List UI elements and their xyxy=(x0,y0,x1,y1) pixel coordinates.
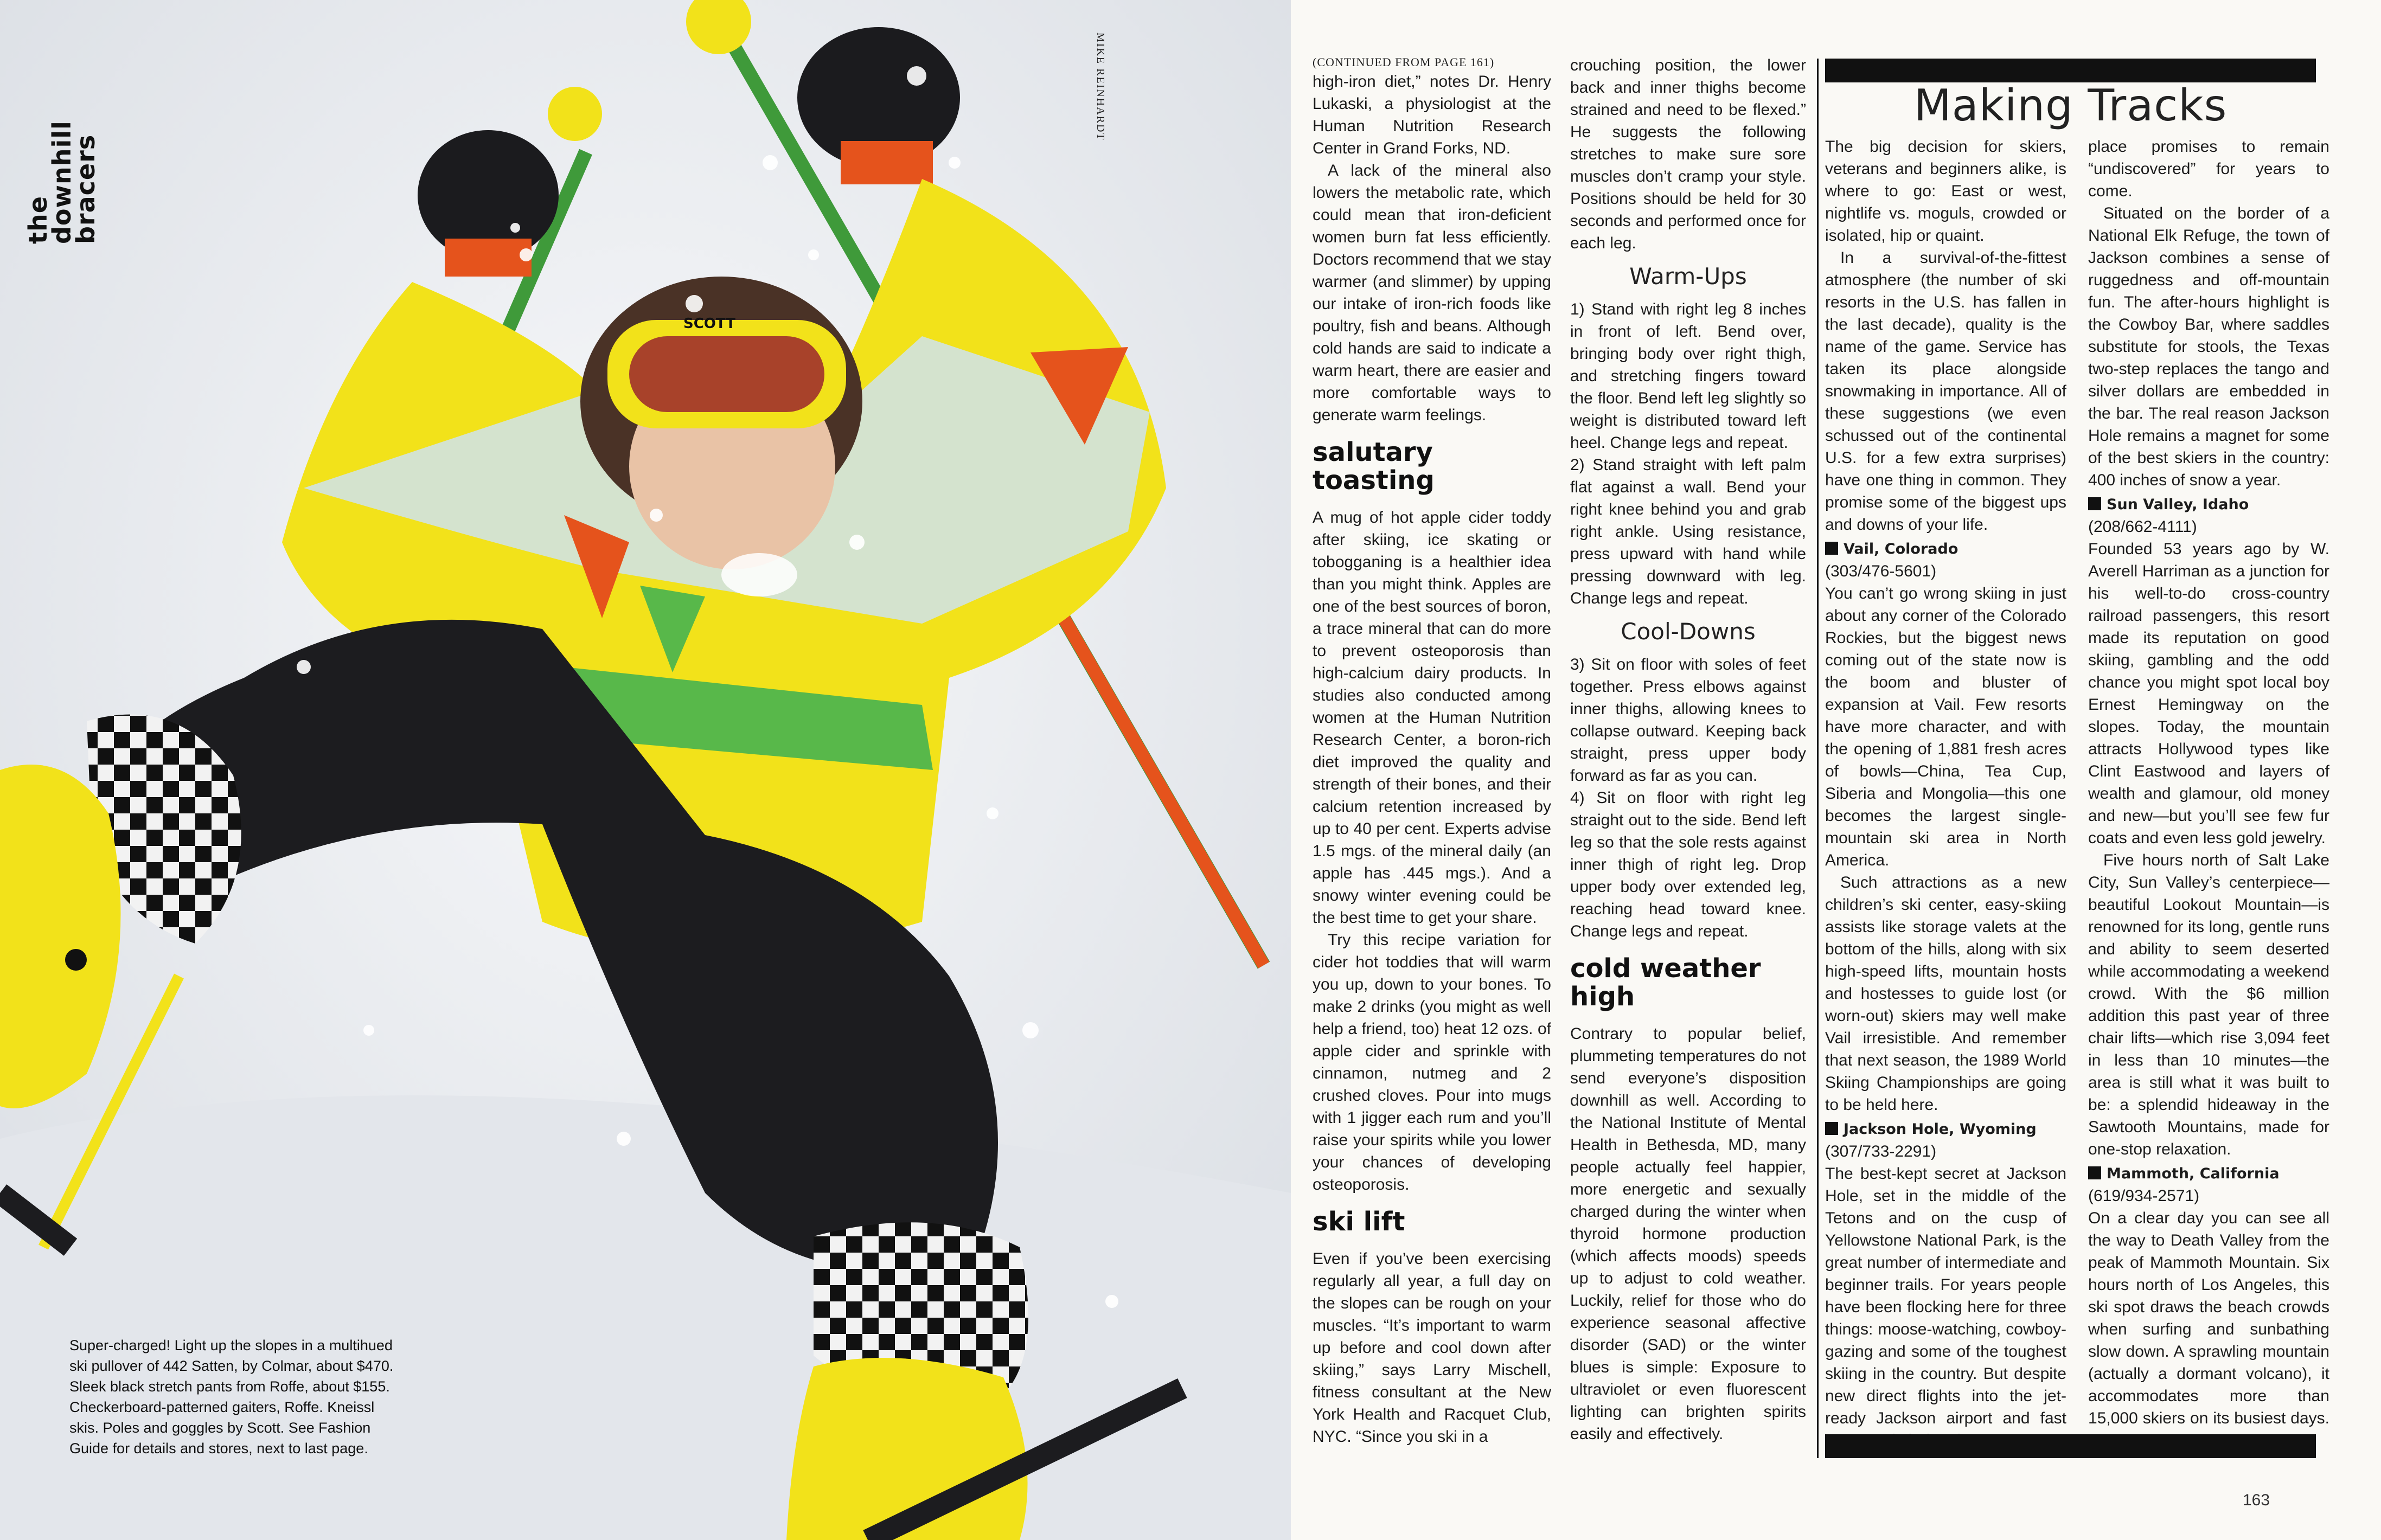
heading-cool-downs: Cool-Downs xyxy=(1621,618,1756,645)
paragraph: 4) Sit on floor with right leg straight out to the side. Bend left leg so that the sole rests against inner thigh of right leg. Drop upper body over extended leg, reaching head toward knee. Change legs and repeat. xyxy=(1570,789,1806,940)
paragraph: You can’t go wrong skiing in just about any corner of the Colorado Rockies, but the biggest news coming out of the state now is the boom and bluster of expansion at Vail. Few resorts have more character, and with the opening of 1,881 fresh acres of bowls—China, Tea Cup, Siberia and Mongolia—this one becomes the largest single-mountain ski area in North America. xyxy=(1825,585,2066,869)
paragraph: Even if you’ve been exercising regularly all year, a full day on the slopes can be rough on your muscles. “It’s important to warm up before and cool down after skiing,” says Larry Mischell, fitness consultant at the New York Health and Racquet Club, NYC. “Since you ski in a xyxy=(1313,1250,1551,1446)
page-number: 163 xyxy=(2243,1491,2270,1509)
square-bullet-icon xyxy=(1825,1122,1838,1135)
section-tag-line1: the downhill xyxy=(23,120,76,244)
column-2 xyxy=(1570,54,1806,1445)
photo-credit-text: MIKE REINHARDT xyxy=(1095,33,1106,141)
paragraph: place promises to remain “undiscovered” for years to come. xyxy=(2088,138,2329,200)
paragraph: The best-kept secret at Jackson Hole, set in the middle of the Tetons and on the cusp of Yellowstone National Park, is the great number of intermediate and beginner trails. For years people have been flocking here for three things: moose-watching, cowboy-gazing and some of the toughest skiing in the country. But despite new direct flights into the jet-ready Jackson airport and fast xyxy=(1825,1165,2066,1427)
photo-caption: Super-charged! Light up the slopes in a multihued ski pullover of 442 Satten, by Colmar, about $470. Sleek black stretch pants from Roffe, about $155. Checkerboard-patterned gaiters, Roffe. Kneissl skis. Poles and goggles by Scott. See Fashion Guide for details and stores, next to last page. xyxy=(69,1337,394,1456)
subhead-salutary-toasting: salutary toasting xyxy=(1313,437,1435,496)
resort-name: Vail, Colorado xyxy=(1844,541,1958,557)
heading-warm-ups: Warm-Ups xyxy=(1629,263,1747,290)
resort-heading xyxy=(2088,1163,2329,1185)
paragraph: In a survival-of-the-fittest atmosphere (the number of ski resorts in the U.S. has fallen in the last decade), quality is the name of the game. Service has taken its place alongside snowmaking in importance. All of these suggestions (we even schussed out of the continental U.S. for a few extra surprises) have one thing in common. They promise some of the biggest ups and downs of your life. xyxy=(1825,249,2066,534)
resort-heading xyxy=(1825,1118,2066,1140)
sidebar-column-a xyxy=(1825,136,2066,1452)
photo-credit xyxy=(1090,33,1106,174)
resort-phone: (303/476-5601) xyxy=(1825,562,1937,580)
paragraph: 1) Stand with right leg 8 inches in front of left. Bend over, bringing body over right thigh, and stretching fingers toward the floor. Bend left leg slightly so weight is distributed toward left heel. Change legs and repeat. xyxy=(1570,300,1806,452)
column-1 xyxy=(1313,54,1551,1448)
resort-name: Sun Valley, Idaho xyxy=(2107,496,2249,513)
paragraph: Five hours north of Salt Lake City, Sun Valley’s centerpiece—beautiful Lookout Mountain—is renowned for its long, gentle runs and ability to seem deserted while accommodating a weekend crowd. With the $6 million addition this past year of three chair lifts—which rise 3,094 feet in less than 10 minutes—the area is still what it was built to be: a splendid hideaway in the Sawtooth Mountains, made for one-stop relaxation. xyxy=(2088,851,2329,1158)
paragraph: Founded 53 years ago by W. Averell Harriman as a junction for his well-to-do cross-country railroad passengers, this resort made its reputation on good skiing, gambling and the odd chance you might spot local boy Ernest Hemingway on the slopes. Today, the mountain attracts Hollywood types like Clint Eastwood and layers of wealth and glamour, old money and new—but you’ll see few fur coats and even less gold jewelry. xyxy=(2088,540,2329,847)
resort-phone: (307/733-2291) xyxy=(1825,1143,1937,1160)
paragraph: A lack of the mineral also lowers the metabolic rate, which could mean that iron-deficient women burn fat less efficiently. Doctors recommend that we stay warmer (and slimmer) by upping our intake of iron-rich foods like poultry, fish and beans. Although cold hands are said to indicate a warm heart, there are easier and more comfortable ways to generate warm feelings. xyxy=(1313,162,1551,424)
square-bullet-icon xyxy=(2088,1166,2101,1179)
goggle-brand: SCOTT xyxy=(683,316,735,332)
paragraph: Such attractions as a new children’s ski center, easy-skiing assists like storage valets at the bottom of the hills, along with six high-speed lifts, mountain hosts and hostesses to guide lost (or worn-out) skiers may well make Vail irresistible. And remember that next season, the 1989 World Skiing Championships are going to be held here. xyxy=(1825,874,2066,1114)
sidebar-rule xyxy=(1817,59,1819,1458)
sidebar-column-b xyxy=(2088,136,2329,1452)
resort-heading xyxy=(2088,493,2329,516)
resort-heading xyxy=(1825,538,2066,560)
paragraph: 3) Sit on floor with soles of feet together. Press elbows against inner thighs, allowing knees to collapse outward. Keeping back straight, press upper body forward as far as you can. xyxy=(1570,656,1806,785)
sidebar-top-bar xyxy=(1825,59,2316,82)
sidebar-title: Making Tracks xyxy=(1913,80,2228,131)
paragraph: Contrary to popular belief, plummeting temperatures do not send everyone’s disposition downhill as well. According to the National Institute of Mental Health in Bethesda, MD, many people actually feel happier, more energetic and sexually charged during the winter when thyroid hormone production (which affects moods) speeds up to adjust to cold weather. Luckily, relief for those who do experience seasonal affective disorder (SAD) or the winter blues is simple: Exposure to ultraviolet or even fluorescent lighting can brighten spirits easily and effectively. xyxy=(1570,1025,1806,1443)
continued-from: (CONTINUED FROM PAGE 161) xyxy=(1313,55,1495,69)
resort-name: Jackson Hole, Wyoming xyxy=(1844,1121,2037,1138)
paragraph: 2) Stand straight with left palm flat against a wall. Bend your right knee behind you and grab right ankle. Using resistance, press upward with hand while pressing downward with leg. Change legs and repeat. xyxy=(1570,456,1806,607)
sidebar-bottom-bar xyxy=(1825,1434,2316,1458)
paragraph: Situated on the border of a National Elk Refuge, the town of Jackson combines a sense of ruggedness and off-mountain fun. The after-hours highlight is the Cowboy Bar, where saddles substitute for stools, the Texas two-step replaces the tango and silver dollars are embedded in the bar. The real reason Jackson Hole remains a magnet for some of the best skiers in the country: 400 inches of snow a year. xyxy=(2088,204,2329,489)
section-tag xyxy=(23,81,100,244)
resort-name: Mammoth, California xyxy=(2107,1165,2280,1182)
paragraph: A mug of hot apple cider toddy after skiing, ice skating or tobogganing is a healthier idea than you might think. Apples are one of the best sources of boron, a trace mineral that can do more to prevent osteoporosis than high-calcium dairy products. In studies also conducted among women at the Human Nutrition Research Center, a boron-rich diet improved the quality and strength of their bones, and their calcium retention increased by up to 40 per cent. Experts advise 1.5 mgs. of the mineral daily (an apple has .445 mgs.). And a snowy winter evening could be the best time to get your share. xyxy=(1313,509,1551,927)
paragraph: crouching position, the lower back and inner thighs become strained and need to be flexed.” He suggests the following stretches to make sure sore muscles don’t cramp your style. Positions should be held for 30 seconds and performed once for each leg. xyxy=(1570,56,1806,252)
paragraph-text: On a clear day you can see all the way to Death Valley from the peak of Mammoth Mountain. Six hours north of Los Angeles, this ski spot draws the beach crowds when surfing and sunbathing slow down. A sprawling mountain (actually a dormant volcano), it accommodates more than 15,000 skiers on its busiest days. xyxy=(2088,1209,2329,1427)
paragraph xyxy=(2088,1207,2329,1452)
square-bullet-icon xyxy=(1825,542,1838,555)
paragraph: The big decision for skiers, veterans and beginners alike, is where to go: East or west, nightlife vs. moguls, crowded or isolated, hip or quaint. xyxy=(1825,138,2066,245)
resort-phone: (619/934-2571) xyxy=(2088,1187,2200,1205)
paragraph: Try this recipe variation for cider hot toddies that will warm you up, down to your bones. To make 2 drinks (you might as well help a friend, too) heat 12 ozs. of apple cider and sprinkle with cinnamon, nutmeg and 2 crushed cloves. Pour into mugs with 1 jigger each rum and you’ll raise your spirits while you lower your chances of developing osteoporosis. xyxy=(1313,931,1551,1194)
subhead-ski-lift: ski lift xyxy=(1313,1207,1405,1237)
resort-phone: (208/662-4111) xyxy=(2088,518,2197,536)
square-bullet-icon xyxy=(2088,497,2101,510)
paragraph: high-iron diet,” notes Dr. Henry Lukaski, a physiologist at the Human Nutrition Research Center in Grand Forks, ND. xyxy=(1313,73,1551,157)
subhead-cold-weather-high: cold weather high xyxy=(1570,953,1761,1012)
section-tag-line2: bracers xyxy=(71,134,100,244)
